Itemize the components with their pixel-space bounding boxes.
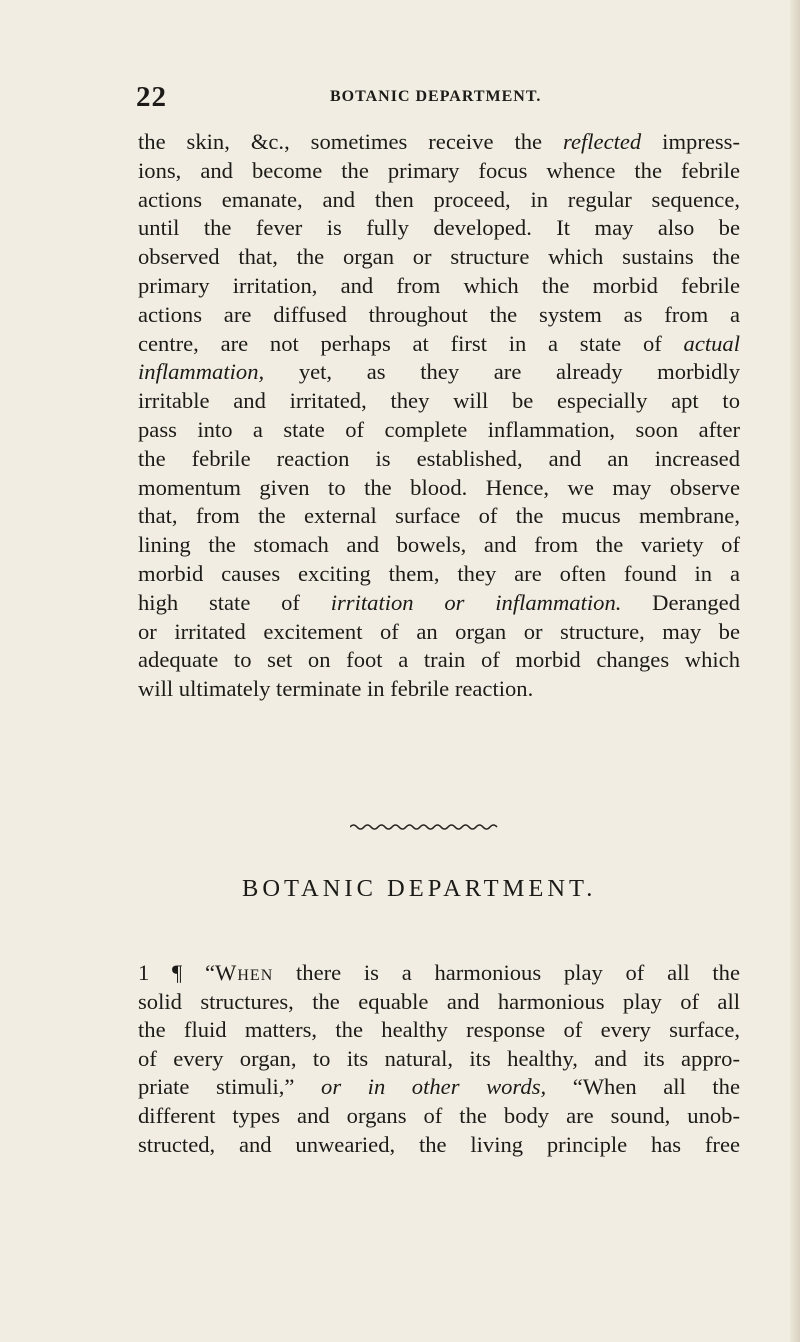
text-line: momentum given to the blood. Hence, we may observe (138, 474, 740, 500)
text-line: the fluid matters, the healthy response of every surface, (138, 1017, 740, 1043)
text-line: will ultimately terminate in febrile reaction. (138, 676, 534, 702)
text-line: morbid causes exciting them, they are often found in a (138, 560, 740, 586)
text-line: inflammation, yet, as they are already morbidly (138, 359, 740, 385)
text-line: 1 ¶ “When there is a harmonious play of all the (138, 960, 740, 985)
page-edge (790, 0, 800, 1342)
section-heading: BOTANIC DEPARTMENT. (242, 875, 597, 902)
emphasis-reflected: reflected (563, 129, 642, 154)
emphasis-irritation: irritation or inflammation. (330, 589, 622, 615)
text-line: pass into a state of complete inflammation, soon after (138, 416, 740, 442)
text-line: observed that, the organ or structure which sustains the (138, 244, 740, 270)
wavy-rule-ornament (350, 822, 500, 832)
text-line: actions are diffused throughout the system as from a (138, 301, 740, 327)
paragraph-fever (138, 128, 740, 704)
running-head (0, 82, 800, 112)
running-title: BOTANIC DEPARTMENT. (330, 88, 542, 105)
text-line: the skin, &c., sometimes receive the reflected impress- (138, 129, 740, 154)
text-line: irritable and irritated, they will be especially apt to (138, 388, 740, 414)
text-line: or irritated excitement of an organ or structure, may be (138, 618, 740, 644)
text-line: solid structures, the equable and harmonious play of all (138, 988, 740, 1014)
text-line: high state of irritation or inflammation. Deranged (138, 589, 741, 615)
text-line: that, from the external surface of the mucus membrane, (138, 503, 740, 529)
text-line: different types and organs of the body are sound, unob- (138, 1102, 740, 1128)
text-line: ions, and become the primary focus whence the febrile (138, 157, 740, 183)
page-number: 22 (136, 81, 167, 113)
text-line: lining the stomach and bowels, and from the variety of (138, 532, 740, 558)
emphasis-other-words: or in other words, (321, 1074, 547, 1100)
text-line: of every organ, to its natural, its healthy, and its appro- (138, 1045, 740, 1071)
text-line: priate stimuli,” or in other words, “When all the (138, 1074, 741, 1100)
text-line: the febrile reaction is established, and an increased (138, 445, 740, 471)
text-line: adequate to set on foot a train of morbid changes which (138, 647, 740, 673)
emphasis-inflammation: inflammation, (138, 359, 265, 385)
text-line: centre, are not perhaps at first in a state of actual (138, 330, 740, 356)
small-caps-when: When (215, 960, 274, 985)
text-line: structed, and unwearied, the living principle has free (138, 1131, 740, 1157)
emphasis-actual: actual (683, 330, 740, 356)
text-line: actions emanate, and then proceed, in regular sequence, (138, 186, 740, 212)
text-line: primary irritation, and from which the morbid febrile (138, 272, 740, 298)
text-line: until the fever is fully developed. It may also be (138, 215, 740, 241)
paragraph-botanic (138, 959, 740, 1159)
